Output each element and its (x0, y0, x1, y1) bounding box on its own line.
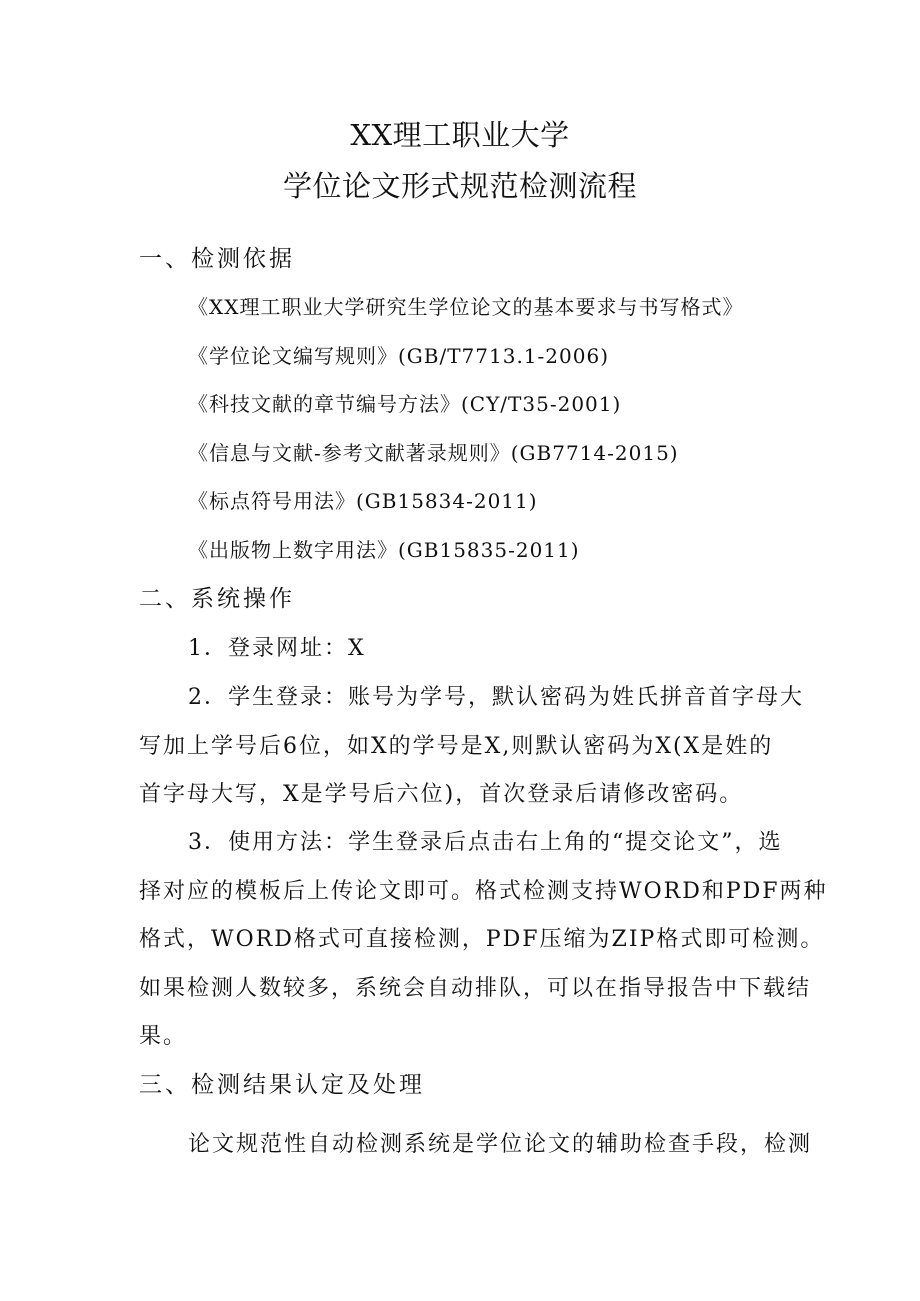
student-login-line: 首字母大写，X是学号后六位)，首次登录后请修改密码。 (139, 782, 744, 807)
reference-item: 《学位论文编写规则》(GB/T7713.1-2006) (188, 344, 609, 368)
reference-item: 《出版物上数字用法》(GB15835-2011) (188, 538, 580, 562)
usage-method-line: 果。 (139, 1024, 188, 1049)
usage-method-line: 择对应的模板后上传论文即可。格式检测支持WORD和PDF两种 (139, 879, 828, 904)
login-url-item: 1．登录网址：X (188, 636, 366, 661)
reference-item: 《XX理工职业大学研究生学位论文的基本要求与书写格式》 (188, 295, 744, 319)
title-document: 学位论文形式规范检测流程 (282, 169, 637, 203)
section-heading-operation: 二、系统操作 (139, 586, 295, 612)
usage-method-line: 如果检测人数较多，系统会自动排队，可以在指导报告中下载结 (139, 976, 812, 1001)
reference-item: 《信息与文献-参考文献著录规则》(GB7714-2015) (188, 441, 679, 465)
section-heading-results: 三、检测结果认定及处理 (139, 1072, 425, 1098)
usage-method-line: 3．使用方法：学生登录后点击右上角的“提交论文”，选 (188, 830, 783, 855)
reference-item: 《标点符号用法》(GB15834-2011) (188, 489, 538, 513)
reference-item: 《科技文献的章节编号方法》(CY/T35-2001) (188, 392, 622, 416)
student-login-line: 2．学生登录：账号为学号，默认密码为姓氏拼音首字母大 (188, 685, 804, 710)
results-paragraph-line: 论文规范性自动检测系统是学位论文的辅助检查手段，检测 (188, 1132, 813, 1157)
usage-method-line: 格式，WORD格式可直接检测，PDF压缩为ZIP格式即可检测。 (139, 927, 825, 952)
title-university: XX理工职业大学 (350, 118, 570, 152)
section-heading-basis: 一、检测依据 (139, 246, 295, 272)
student-login-line: 写加上学号后6位，如X的学号是X,则默认密码为X(X是姓的 (139, 734, 774, 759)
